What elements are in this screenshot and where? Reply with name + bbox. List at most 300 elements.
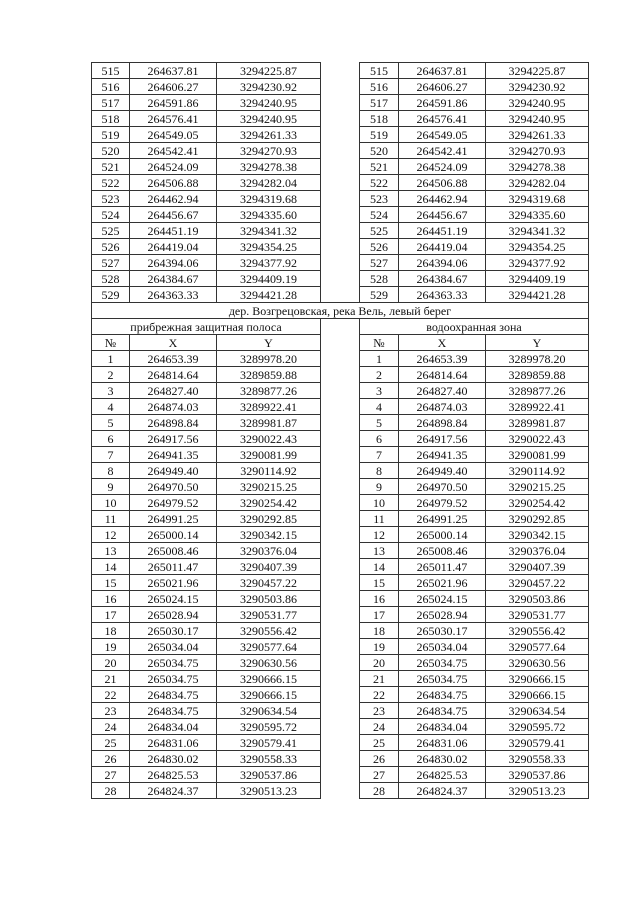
left-cell-num: 528 <box>92 271 130 287</box>
column-gap <box>321 383 360 399</box>
right-cell-y: 3290577.64 <box>486 639 589 655</box>
right-cell-x: 265021.96 <box>399 575 486 591</box>
table-row <box>92 623 589 639</box>
right-cell-y: 3290558.33 <box>486 751 589 767</box>
left-cell-num: 14 <box>92 559 130 575</box>
column-gap <box>321 719 360 735</box>
left-header-num: № <box>92 335 130 351</box>
left-cell-y: 3294319.68 <box>217 191 321 207</box>
table-row <box>92 511 589 527</box>
table-row <box>92 431 589 447</box>
table-row <box>92 687 589 703</box>
right-cell-num: 3 <box>360 383 399 399</box>
right-cell-num: 7 <box>360 447 399 463</box>
right-cell-y: 3294421.28 <box>486 287 589 303</box>
left-cell-x: 264825.53 <box>130 767 217 783</box>
right-cell-y: 3294278.38 <box>486 159 589 175</box>
left-cell-x: 264451.19 <box>130 223 217 239</box>
left-cell-num: 24 <box>92 719 130 735</box>
left-cell-num: 8 <box>92 463 130 479</box>
right-cell-y: 3289922.41 <box>486 399 589 415</box>
left-cell-y: 3294230.92 <box>217 79 321 95</box>
right-cell-num: 523 <box>360 191 399 207</box>
right-cell-num: 16 <box>360 591 399 607</box>
left-cell-num: 19 <box>92 639 130 655</box>
right-cell-y: 3294261.33 <box>486 127 589 143</box>
left-cell-num: 22 <box>92 687 130 703</box>
left-cell-x: 265000.14 <box>130 527 217 543</box>
table-row <box>92 463 589 479</box>
right-cell-x: 265030.17 <box>399 623 486 639</box>
table-row <box>92 63 589 79</box>
left-cell-x: 265024.15 <box>130 591 217 607</box>
left-cell-num: 21 <box>92 671 130 687</box>
right-cell-x: 264824.37 <box>399 783 486 799</box>
right-cell-x: 264827.40 <box>399 383 486 399</box>
table-row <box>92 95 589 111</box>
table-row <box>92 367 589 383</box>
left-cell-num: 18 <box>92 623 130 639</box>
left-cell-num: 12 <box>92 527 130 543</box>
left-cell-y: 3290537.86 <box>217 767 321 783</box>
column-gap <box>321 351 360 367</box>
left-cell-num: 4 <box>92 399 130 415</box>
left-cell-x: 264653.39 <box>130 351 217 367</box>
left-cell-num: 526 <box>92 239 130 255</box>
column-gap <box>321 671 360 687</box>
right-cell-x: 265024.15 <box>399 591 486 607</box>
right-cell-x: 264830.02 <box>399 751 486 767</box>
left-cell-num: 518 <box>92 111 130 127</box>
right-cell-x: 264549.05 <box>399 127 486 143</box>
right-cell-x: 264606.27 <box>399 79 486 95</box>
left-cell-x: 264506.88 <box>130 175 217 191</box>
column-gap <box>321 143 360 159</box>
column-gap <box>321 703 360 719</box>
right-cell-num: 526 <box>360 239 399 255</box>
left-cell-x: 265034.75 <box>130 671 217 687</box>
right-cell-y: 3290537.86 <box>486 767 589 783</box>
left-zone-title: прибрежная защитная полоса <box>92 319 321 335</box>
right-cell-x: 264576.41 <box>399 111 486 127</box>
right-cell-x: 264506.88 <box>399 175 486 191</box>
left-cell-num: 7 <box>92 447 130 463</box>
table-row <box>92 415 589 431</box>
right-cell-num: 20 <box>360 655 399 671</box>
left-cell-y: 3290513.23 <box>217 783 321 799</box>
left-cell-y: 3290634.54 <box>217 703 321 719</box>
left-cell-num: 15 <box>92 575 130 591</box>
left-cell-num: 515 <box>92 63 130 79</box>
table-row <box>92 159 589 175</box>
table-row <box>92 175 589 191</box>
right-cell-num: 6 <box>360 431 399 447</box>
right-cell-y: 3290457.22 <box>486 575 589 591</box>
right-cell-y: 3289877.26 <box>486 383 589 399</box>
left-cell-y: 3294278.38 <box>217 159 321 175</box>
table-row <box>92 543 589 559</box>
right-cell-y: 3290630.56 <box>486 655 589 671</box>
left-cell-y: 3294421.28 <box>217 287 321 303</box>
right-cell-num: 12 <box>360 527 399 543</box>
right-cell-num: 15 <box>360 575 399 591</box>
column-gap <box>321 463 360 479</box>
right-cell-num: 524 <box>360 207 399 223</box>
right-cell-x: 264451.19 <box>399 223 486 239</box>
table-row <box>92 751 589 767</box>
left-cell-y: 3294354.25 <box>217 239 321 255</box>
left-cell-y: 3290666.15 <box>217 671 321 687</box>
table-row <box>92 591 589 607</box>
left-cell-num: 13 <box>92 543 130 559</box>
coordinates-table <box>91 62 589 799</box>
right-cell-x: 264917.56 <box>399 431 486 447</box>
column-gap <box>321 111 360 127</box>
table-row <box>92 495 589 511</box>
left-cell-y: 3290081.99 <box>217 447 321 463</box>
table-row <box>92 255 589 271</box>
right-cell-y: 3294354.25 <box>486 239 589 255</box>
left-cell-x: 264917.56 <box>130 431 217 447</box>
right-cell-y: 3289978.20 <box>486 351 589 367</box>
right-cell-y: 3290081.99 <box>486 447 589 463</box>
table-row <box>92 207 589 223</box>
left-cell-x: 265028.94 <box>130 607 217 623</box>
table-row <box>92 735 589 751</box>
right-cell-x: 264363.33 <box>399 287 486 303</box>
column-gap <box>321 639 360 655</box>
table-row <box>92 703 589 719</box>
column-gap <box>321 431 360 447</box>
right-cell-num: 17 <box>360 607 399 623</box>
table-row <box>92 351 589 367</box>
column-gap <box>321 607 360 623</box>
column-gap <box>321 399 360 415</box>
right-cell-y: 3294341.32 <box>486 223 589 239</box>
left-cell-y: 3294225.87 <box>217 63 321 79</box>
right-cell-x: 265034.04 <box>399 639 486 655</box>
right-cell-num: 21 <box>360 671 399 687</box>
right-cell-x: 264394.06 <box>399 255 486 271</box>
table-row <box>92 719 589 735</box>
right-cell-x: 264542.41 <box>399 143 486 159</box>
right-cell-num: 1 <box>360 351 399 367</box>
left-cell-x: 264384.67 <box>130 271 217 287</box>
right-cell-num: 522 <box>360 175 399 191</box>
left-cell-x: 265034.75 <box>130 655 217 671</box>
right-cell-y: 3290666.15 <box>486 671 589 687</box>
left-cell-y: 3290457.22 <box>217 575 321 591</box>
left-cell-x: 264462.94 <box>130 191 217 207</box>
right-cell-y: 3290595.72 <box>486 719 589 735</box>
column-gap <box>321 575 360 591</box>
right-cell-num: 516 <box>360 79 399 95</box>
left-cell-num: 521 <box>92 159 130 175</box>
right-header-y: Y <box>486 335 589 351</box>
coordinates-document <box>91 62 588 799</box>
right-cell-num: 525 <box>360 223 399 239</box>
table-row <box>92 111 589 127</box>
left-cell-y: 3294270.93 <box>217 143 321 159</box>
right-cell-x: 264462.94 <box>399 191 486 207</box>
column-gap <box>321 511 360 527</box>
column-gap <box>321 783 360 799</box>
column-gap <box>321 175 360 191</box>
column-gap <box>321 623 360 639</box>
table-row <box>92 127 589 143</box>
column-gap <box>321 223 360 239</box>
right-cell-x: 264524.09 <box>399 159 486 175</box>
right-cell-x: 264898.84 <box>399 415 486 431</box>
left-cell-num: 3 <box>92 383 130 399</box>
right-cell-y: 3290215.25 <box>486 479 589 495</box>
left-cell-x: 264991.25 <box>130 511 217 527</box>
left-cell-x: 265008.46 <box>130 543 217 559</box>
right-cell-num: 528 <box>360 271 399 287</box>
left-cell-x: 264834.04 <box>130 719 217 735</box>
column-gap <box>321 239 360 255</box>
right-cell-num: 9 <box>360 479 399 495</box>
column-gap <box>321 655 360 671</box>
left-cell-y: 3290342.15 <box>217 527 321 543</box>
column-gap <box>321 319 360 335</box>
left-cell-num: 11 <box>92 511 130 527</box>
left-cell-y: 3290666.15 <box>217 687 321 703</box>
left-cell-y: 3294341.32 <box>217 223 321 239</box>
right-cell-x: 264591.86 <box>399 95 486 111</box>
left-cell-x: 264549.05 <box>130 127 217 143</box>
left-cell-x: 264363.33 <box>130 287 217 303</box>
right-cell-y: 3290513.23 <box>486 783 589 799</box>
right-cell-num: 25 <box>360 735 399 751</box>
left-cell-x: 264814.64 <box>130 367 217 383</box>
column-gap <box>321 79 360 95</box>
table-row <box>92 575 589 591</box>
column-gap <box>321 447 360 463</box>
right-cell-x: 265000.14 <box>399 527 486 543</box>
column-gap <box>321 527 360 543</box>
left-cell-x: 264831.06 <box>130 735 217 751</box>
table-row <box>92 559 589 575</box>
left-cell-y: 3294377.92 <box>217 255 321 271</box>
left-cell-y: 3289877.26 <box>217 383 321 399</box>
right-cell-y: 3290022.43 <box>486 431 589 447</box>
left-cell-num: 525 <box>92 223 130 239</box>
left-cell-y: 3290558.33 <box>217 751 321 767</box>
right-cell-y: 3290503.86 <box>486 591 589 607</box>
right-cell-x: 264419.04 <box>399 239 486 255</box>
left-cell-y: 3290577.64 <box>217 639 321 655</box>
right-cell-num: 18 <box>360 623 399 639</box>
column-gap <box>321 559 360 575</box>
column-gap <box>321 335 360 351</box>
left-header-y: Y <box>217 335 321 351</box>
left-cell-num: 26 <box>92 751 130 767</box>
left-cell-y: 3289981.87 <box>217 415 321 431</box>
right-cell-y: 3294335.60 <box>486 207 589 223</box>
right-cell-y: 3290254.42 <box>486 495 589 511</box>
table-row <box>92 607 589 623</box>
right-cell-x: 264941.35 <box>399 447 486 463</box>
column-gap <box>321 63 360 79</box>
right-cell-num: 28 <box>360 783 399 799</box>
right-cell-x: 265028.94 <box>399 607 486 623</box>
right-cell-y: 3294230.92 <box>486 79 589 95</box>
left-cell-num: 25 <box>92 735 130 751</box>
left-cell-num: 2 <box>92 367 130 383</box>
left-cell-x: 264419.04 <box>130 239 217 255</box>
left-cell-x: 264394.06 <box>130 255 217 271</box>
column-gap <box>321 735 360 751</box>
table-row <box>92 527 589 543</box>
right-cell-y: 3290531.77 <box>486 607 589 623</box>
left-cell-y: 3294261.33 <box>217 127 321 143</box>
right-cell-num: 19 <box>360 639 399 655</box>
left-cell-num: 516 <box>92 79 130 95</box>
left-cell-y: 3290556.42 <box>217 623 321 639</box>
right-cell-num: 26 <box>360 751 399 767</box>
right-cell-x: 264979.52 <box>399 495 486 511</box>
left-cell-y: 3290376.04 <box>217 543 321 559</box>
left-cell-y: 3290630.56 <box>217 655 321 671</box>
table-row <box>92 79 589 95</box>
column-gap <box>321 687 360 703</box>
left-header-x: X <box>130 335 217 351</box>
right-header-num: № <box>360 335 399 351</box>
right-cell-y: 3290342.15 <box>486 527 589 543</box>
column-gap <box>321 495 360 511</box>
column-gap <box>321 543 360 559</box>
left-cell-num: 522 <box>92 175 130 191</box>
right-cell-num: 11 <box>360 511 399 527</box>
left-cell-num: 5 <box>92 415 130 431</box>
right-cell-x: 265034.75 <box>399 671 486 687</box>
column-gap <box>321 95 360 111</box>
right-cell-y: 3294409.19 <box>486 271 589 287</box>
left-cell-x: 264824.37 <box>130 783 217 799</box>
left-cell-x: 264979.52 <box>130 495 217 511</box>
left-cell-y: 3290595.72 <box>217 719 321 735</box>
left-cell-x: 265034.04 <box>130 639 217 655</box>
left-cell-x: 264834.75 <box>130 703 217 719</box>
table-row <box>92 655 589 671</box>
table-row <box>92 671 589 687</box>
table-row <box>92 399 589 415</box>
left-cell-y: 3289978.20 <box>217 351 321 367</box>
left-cell-y: 3290254.42 <box>217 495 321 511</box>
column-gap <box>321 751 360 767</box>
column-gap <box>321 287 360 303</box>
left-cell-y: 3290114.92 <box>217 463 321 479</box>
right-cell-x: 264637.81 <box>399 63 486 79</box>
right-cell-x: 264384.67 <box>399 271 486 287</box>
left-cell-x: 264576.41 <box>130 111 217 127</box>
right-cell-num: 10 <box>360 495 399 511</box>
column-gap <box>321 591 360 607</box>
left-cell-y: 3290292.85 <box>217 511 321 527</box>
left-cell-x: 264830.02 <box>130 751 217 767</box>
column-gap <box>321 127 360 143</box>
left-cell-x: 264949.40 <box>130 463 217 479</box>
right-cell-num: 23 <box>360 703 399 719</box>
left-cell-x: 264834.75 <box>130 687 217 703</box>
right-header-x: X <box>399 335 486 351</box>
right-cell-x: 264970.50 <box>399 479 486 495</box>
right-cell-num: 22 <box>360 687 399 703</box>
left-cell-x: 264591.86 <box>130 95 217 111</box>
right-cell-num: 527 <box>360 255 399 271</box>
right-cell-num: 520 <box>360 143 399 159</box>
right-cell-x: 264991.25 <box>399 511 486 527</box>
right-cell-num: 14 <box>360 559 399 575</box>
left-cell-y: 3290531.77 <box>217 607 321 623</box>
left-cell-x: 264874.03 <box>130 399 217 415</box>
right-cell-x: 264825.53 <box>399 767 486 783</box>
left-cell-num: 519 <box>92 127 130 143</box>
left-cell-num: 1 <box>92 351 130 367</box>
left-cell-y: 3290022.43 <box>217 431 321 447</box>
right-cell-num: 24 <box>360 719 399 735</box>
left-cell-num: 9 <box>92 479 130 495</box>
right-cell-x: 265034.75 <box>399 655 486 671</box>
right-cell-num: 2 <box>360 367 399 383</box>
table-row <box>92 287 589 303</box>
table-row <box>92 143 589 159</box>
right-cell-y: 3290634.54 <box>486 703 589 719</box>
table-row <box>92 191 589 207</box>
table-row <box>92 767 589 783</box>
left-cell-num: 20 <box>92 655 130 671</box>
column-gap <box>321 767 360 783</box>
right-cell-x: 264456.67 <box>399 207 486 223</box>
section-title: дер. Возгрецовская, река Вель, левый берег <box>92 303 589 319</box>
right-cell-y: 3290666.15 <box>486 687 589 703</box>
right-cell-y: 3290376.04 <box>486 543 589 559</box>
table-row <box>92 223 589 239</box>
column-gap <box>321 255 360 271</box>
left-cell-y: 3289859.88 <box>217 367 321 383</box>
left-cell-x: 264827.40 <box>130 383 217 399</box>
right-cell-y: 3290407.39 <box>486 559 589 575</box>
left-cell-y: 3289922.41 <box>217 399 321 415</box>
right-cell-x: 265011.47 <box>399 559 486 575</box>
right-cell-y: 3294377.92 <box>486 255 589 271</box>
table-row <box>92 271 589 287</box>
left-cell-y: 3290503.86 <box>217 591 321 607</box>
right-cell-num: 27 <box>360 767 399 783</box>
left-cell-x: 264524.09 <box>130 159 217 175</box>
right-cell-x: 264653.39 <box>399 351 486 367</box>
right-cell-x: 264949.40 <box>399 463 486 479</box>
column-gap <box>321 479 360 495</box>
left-cell-num: 520 <box>92 143 130 159</box>
left-cell-num: 16 <box>92 591 130 607</box>
right-cell-x: 265008.46 <box>399 543 486 559</box>
table-row <box>92 639 589 655</box>
left-cell-x: 264456.67 <box>130 207 217 223</box>
left-cell-num: 10 <box>92 495 130 511</box>
right-cell-x: 264831.06 <box>399 735 486 751</box>
right-cell-y: 3294319.68 <box>486 191 589 207</box>
column-gap <box>321 159 360 175</box>
right-cell-num: 515 <box>360 63 399 79</box>
left-cell-x: 264941.35 <box>130 447 217 463</box>
right-cell-y: 3290579.41 <box>486 735 589 751</box>
left-cell-y: 3294240.95 <box>217 95 321 111</box>
table-row <box>92 447 589 463</box>
table-row <box>92 479 589 495</box>
left-cell-x: 265021.96 <box>130 575 217 591</box>
